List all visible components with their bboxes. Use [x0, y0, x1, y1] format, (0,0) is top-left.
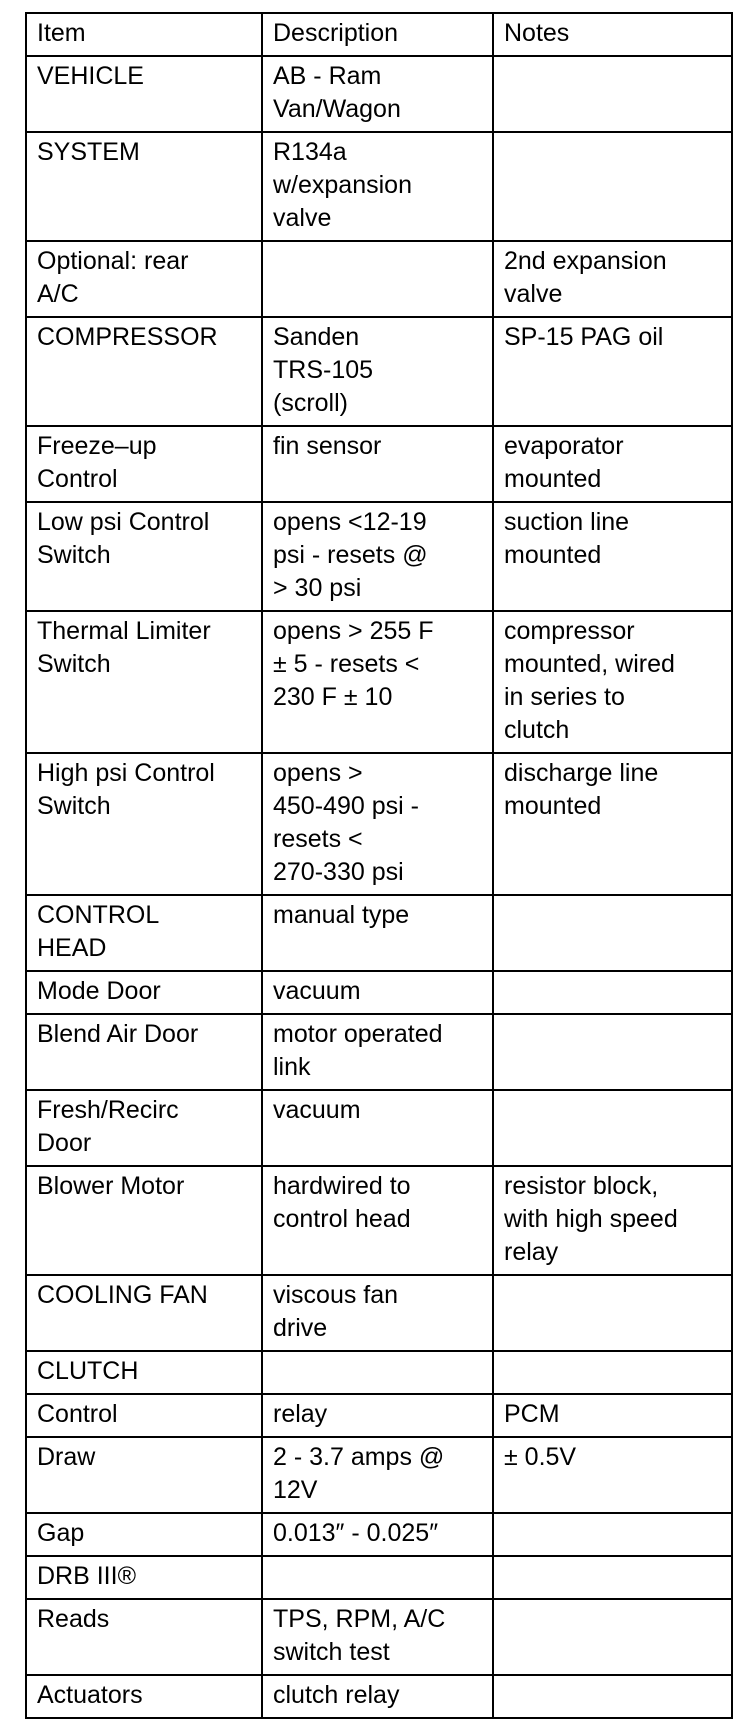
cell-item: Draw [26, 1437, 262, 1513]
header-notes: Notes [493, 13, 732, 56]
cell-notes [493, 1513, 732, 1556]
table-row [26, 1437, 732, 1513]
cell-description: Sanden TRS-105 (scroll) [262, 317, 493, 426]
table-row [26, 1394, 732, 1437]
table-row [26, 317, 732, 426]
table-row [26, 241, 732, 317]
cell-description [262, 241, 493, 317]
table-row [26, 1166, 732, 1275]
cell-notes: discharge line mounted [493, 753, 732, 895]
header-item: Item [26, 13, 262, 56]
cell-item: VEHICLE [26, 56, 262, 132]
cell-notes: ± 0.5V [493, 1437, 732, 1513]
table-row [26, 1275, 732, 1351]
cell-item: Actuators [26, 1675, 262, 1718]
table-row [26, 1014, 732, 1090]
cell-description: clutch relay [262, 1675, 493, 1718]
cell-item: Mode Door [26, 971, 262, 1014]
cell-item: Blower Motor [26, 1166, 262, 1275]
cell-description: manual type [262, 895, 493, 971]
table-row [26, 1090, 732, 1166]
cell-description: AB - Ram Van/Wagon [262, 56, 493, 132]
cell-description: motor operated link [262, 1014, 493, 1090]
cell-description: relay [262, 1394, 493, 1437]
table-row [26, 895, 732, 971]
cell-notes [493, 1556, 732, 1599]
cell-description: TPS, RPM, A/C switch test [262, 1599, 493, 1675]
spec-table [25, 12, 733, 1719]
cell-item: SYSTEM [26, 132, 262, 241]
table-row [26, 1556, 732, 1599]
cell-description: opens <12-19 psi - resets @ > 30 psi [262, 502, 493, 611]
cell-notes [493, 895, 732, 971]
cell-description: opens > 450-490 psi - resets < 270-330 psi [262, 753, 493, 895]
table-row [26, 132, 732, 241]
cell-notes [493, 1014, 732, 1090]
cell-notes [493, 1090, 732, 1166]
cell-item: Thermal Limiter Switch [26, 611, 262, 753]
table-row [26, 56, 732, 132]
cell-description: R134a w/expansion valve [262, 132, 493, 241]
table-row [26, 971, 732, 1014]
table-body [26, 56, 732, 1718]
cell-notes [493, 1351, 732, 1394]
cell-item: CLUTCH [26, 1351, 262, 1394]
cell-notes: resistor block, with high speed relay [493, 1166, 732, 1275]
cell-notes [493, 132, 732, 241]
cell-item: Fresh/Recirc Door [26, 1090, 262, 1166]
table-row [26, 1513, 732, 1556]
cell-item: Freeze–up Control [26, 426, 262, 502]
cell-description: vacuum [262, 971, 493, 1014]
cell-description [262, 1556, 493, 1599]
table-row [26, 611, 732, 753]
cell-description [262, 1351, 493, 1394]
cell-item: DRB III® [26, 1556, 262, 1599]
table-row [26, 753, 732, 895]
cell-description: 0.013″ - 0.025″ [262, 1513, 493, 1556]
table-row [26, 426, 732, 502]
table-row [26, 502, 732, 611]
cell-item: Blend Air Door [26, 1014, 262, 1090]
cell-item: COOLING FAN [26, 1275, 262, 1351]
cell-item: COMPRESSOR [26, 317, 262, 426]
cell-notes [493, 1599, 732, 1675]
cell-notes [493, 56, 732, 132]
cell-item: Low psi Control Switch [26, 502, 262, 611]
cell-description: 2 - 3.7 amps @ 12V [262, 1437, 493, 1513]
cell-description: viscous fan drive [262, 1275, 493, 1351]
table-header [26, 13, 732, 56]
table-row [26, 1351, 732, 1394]
cell-description: vacuum [262, 1090, 493, 1166]
header-description: Description [262, 13, 493, 56]
header-row [26, 13, 732, 56]
cell-notes: evaporator mounted [493, 426, 732, 502]
cell-item: Gap [26, 1513, 262, 1556]
cell-notes: SP-15 PAG oil [493, 317, 732, 426]
table-row [26, 1599, 732, 1675]
cell-notes [493, 971, 732, 1014]
cell-notes: 2nd expansion valve [493, 241, 732, 317]
cell-description: opens > 255 F ± 5 - resets < 230 F ± 10 [262, 611, 493, 753]
cell-item: Reads [26, 1599, 262, 1675]
cell-notes: PCM [493, 1394, 732, 1437]
cell-notes [493, 1675, 732, 1718]
table-row [26, 1675, 732, 1718]
cell-description: fin sensor [262, 426, 493, 502]
cell-description: hardwired to control head [262, 1166, 493, 1275]
cell-notes: compressor mounted, wired in series to clutch [493, 611, 732, 753]
cell-notes [493, 1275, 732, 1351]
cell-item: Control [26, 1394, 262, 1437]
cell-item: High psi Control Switch [26, 753, 262, 895]
cell-notes: suction line mounted [493, 502, 732, 611]
cell-item: Optional: rear A/C [26, 241, 262, 317]
cell-item: CONTROL HEAD [26, 895, 262, 971]
